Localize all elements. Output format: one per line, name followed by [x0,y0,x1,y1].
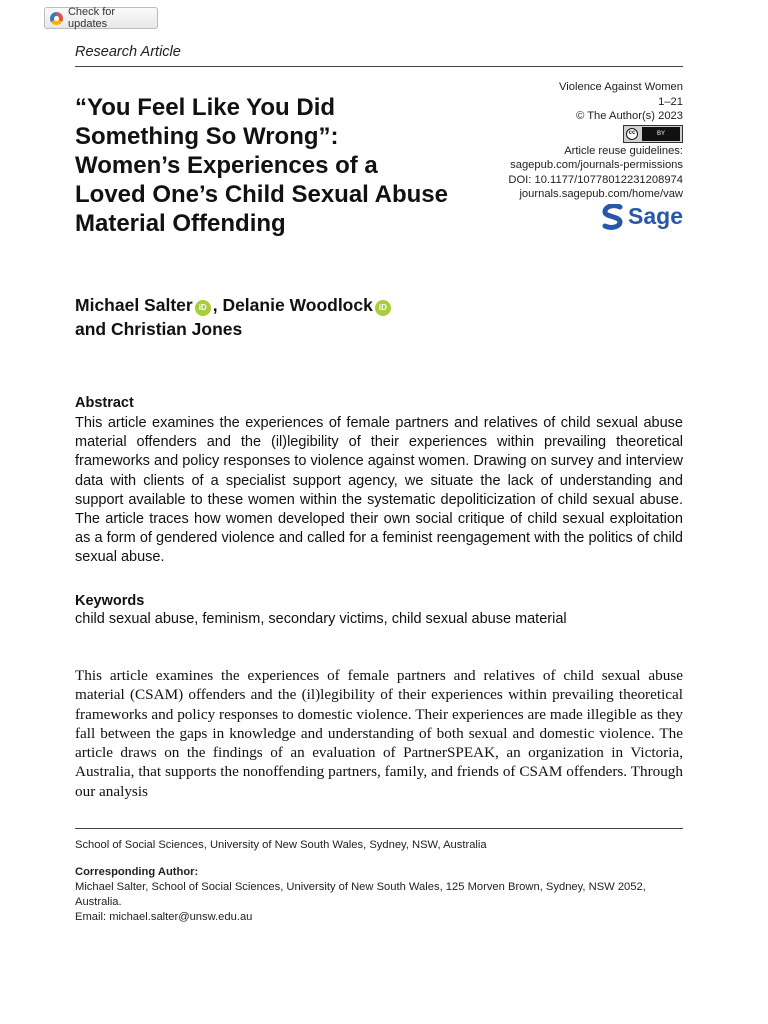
keywords-text: child sexual abuse, feminism, secondary victims, child sexual abuse material [75,611,567,627]
corresponding-heading: Corresponding Author: [75,866,199,878]
author-name: and Christian Jones [75,319,243,339]
crossmark-icon [50,12,63,25]
doi[interactable]: DOI: 10.1177/10778012231208974 [508,173,683,186]
copyright: © The Author(s) 2023 [576,110,683,122]
article-title [75,93,515,238]
journal-info [483,80,683,230]
article-type: Research Article [75,44,181,60]
affiliation: School of Social Sciences, University of New South Wales, Sydney, NSW, Australia [75,839,487,851]
orcid-icon[interactable]: iD [375,300,391,316]
title-line: Something So Wrong”: [75,123,339,150]
header-divider [75,66,683,67]
sage-s-icon [602,204,624,230]
reuse-link[interactable]: sagepub.com/journals-permissions [510,159,683,171]
title-line: Women’s Experiences of a [75,152,378,179]
cc-by-icon: cc BY [623,125,683,143]
corresponding-address: Michael Salter, School of Social Sciences, University of New South Wales, 125 Morven Brown, Sydney, NSW 2052, Australia. [75,881,646,908]
body-paragraph: This article examines the experiences of female partners and relatives of child sexual abuse material (CSAM) offenders and the (il)legibility of their experiences within prevailing theoretical frameworks and policy responses to domestic violence. Their experiences are made illegible as they fall between the gaps in knowledge and understanding of both sexual and domestic violence. The article draws on the findings of an evaluation of PartnerSPEAK, an organization in Victoria, Australia, that supports the nonoffending partners, family, and friends of CSAM offenders. Through our analysis [75,667,683,800]
title-line: Material Offending [75,210,286,237]
abstract-heading: Abstract [75,395,134,411]
check-for-updates-label: Check for updates [67,6,116,30]
title-line: Loved One’s Child Sexual Abuse [75,181,448,208]
journal-name: Violence Against Women [559,81,683,93]
corresponding-email[interactable]: Email: michael.salter@unsw.edu.au [75,911,253,923]
author-name: Michael Salter [75,295,193,315]
keywords-heading: Keywords [75,593,145,609]
sage-logo [483,204,683,230]
orcid-icon[interactable]: iD [195,300,211,316]
journal-link[interactable]: journals.sagepub.com/home/vaw [519,188,683,200]
author-name: Delanie Woodlock [222,295,373,315]
author-list: Michael Salter iD , Delanie Woodlock iD and Christian Jones [75,293,393,341]
sage-wordmark: Sage [628,203,683,230]
title-line: “You Feel Like You Did [75,94,336,121]
page-range: 1–21 [658,95,683,108]
check-for-updates-button[interactable] [44,7,158,29]
reuse-label: Article reuse guidelines: [564,144,683,157]
footnote-divider [75,828,683,829]
abstract-text: This article examines the experiences of female partners and relatives of child sexual abuse material offenders and the (il)legibility of their experiences within prevailing theoretical frameworks and policy responses to violence against women. Drawing on survey and interview data with clients of a specialist support agency, we situate the lack of understanding and support available to these women within the systematic depoliticization of child sexual abuse. The article traces how women developed their own social critique of child sexual exploitation as a form of gendered violence and called for a feminist reengagement with the politics of child sexual abuse. [75,415,683,566]
